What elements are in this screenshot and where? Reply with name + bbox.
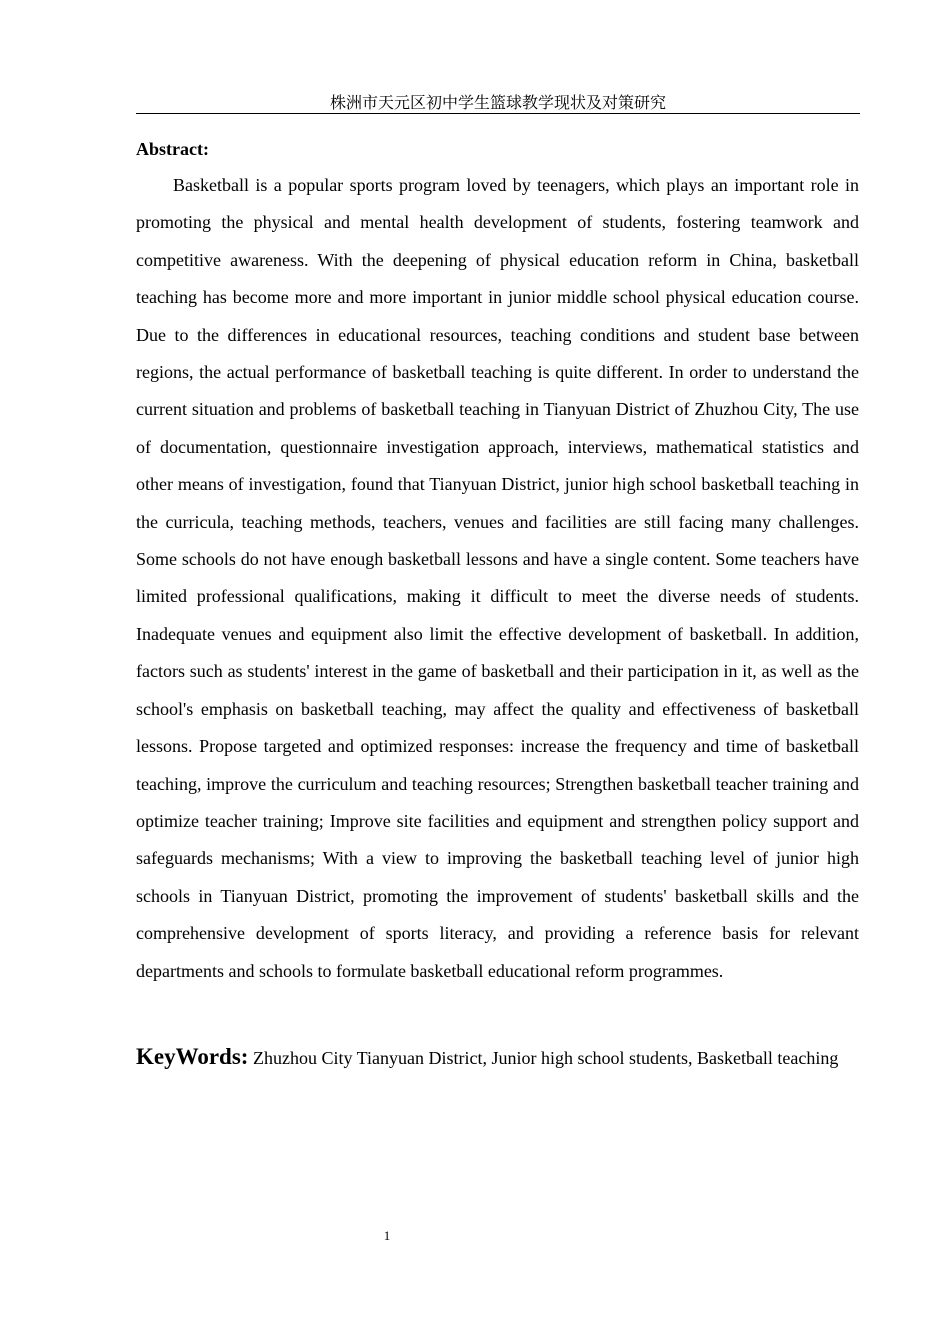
keywords-paragraph (136, 1032, 859, 1083)
abstract-heading: Abstract: (136, 139, 209, 159)
page-number: 1 (383, 1228, 391, 1243)
keywords-text: Zhuzhou City Tianyuan District, Junior high school students, Basketball teaching (252, 1048, 839, 1068)
running-header: 株洲市天元区初中学生篮球教学现状及对策研究 (136, 92, 860, 114)
keywords-label: KeyWords: (136, 1044, 249, 1069)
abstract-body: Basketball is a popular sports program loved by teenagers, which plays an important role in promoting the physical and mental health development of students, fostering teamwork and competitive awareness. With the deepening of physical education reform in China, basketball teaching has become more and more important in junior middle school physical education course. Due to the differences in educational resources, teaching conditions and student base between regions, the actual performance of basketball teaching is quite different. In order to understand the current situation and problems of basketball teaching in Tianyuan District of Zhuzhou City, The use of documentation, questionnaire investigation approach, interviews, mathematical statistics and other means of investigation, found that Tianyuan District, junior high school basketball teaching in the curricula, teaching methods, teachers, venues and facilities are still facing many challenges. Some schools do not have enough basketball lessons and have a single content. Some teachers have limited professional qualifications, making it difficult to meet the diverse needs of students. Inadequate venues and equipment also limit the effective development of basketball. In addition, factors such as students' interest in the game of basketball and their participation in it, as well as the school's emphasis on basketball teaching, may affect the quality and effectiveness of basketball lessons. Propose targeted and optimized responses: increase the frequency and time of basketball teaching, improve the curriculum and teaching resources; Strengthen basketball teacher training and optimize teacher training; Improve site facilities and equipment and strengthen policy support and safeguards mechanisms; With a view to improving the basketball teaching level of junior high schools in Tianyuan District, promoting the improvement of students' basketball skills and the comprehensive development of sports literacy, and providing a reference basis for relevant departments and schools to formulate basketball educational reform programmes. (136, 175, 859, 981)
